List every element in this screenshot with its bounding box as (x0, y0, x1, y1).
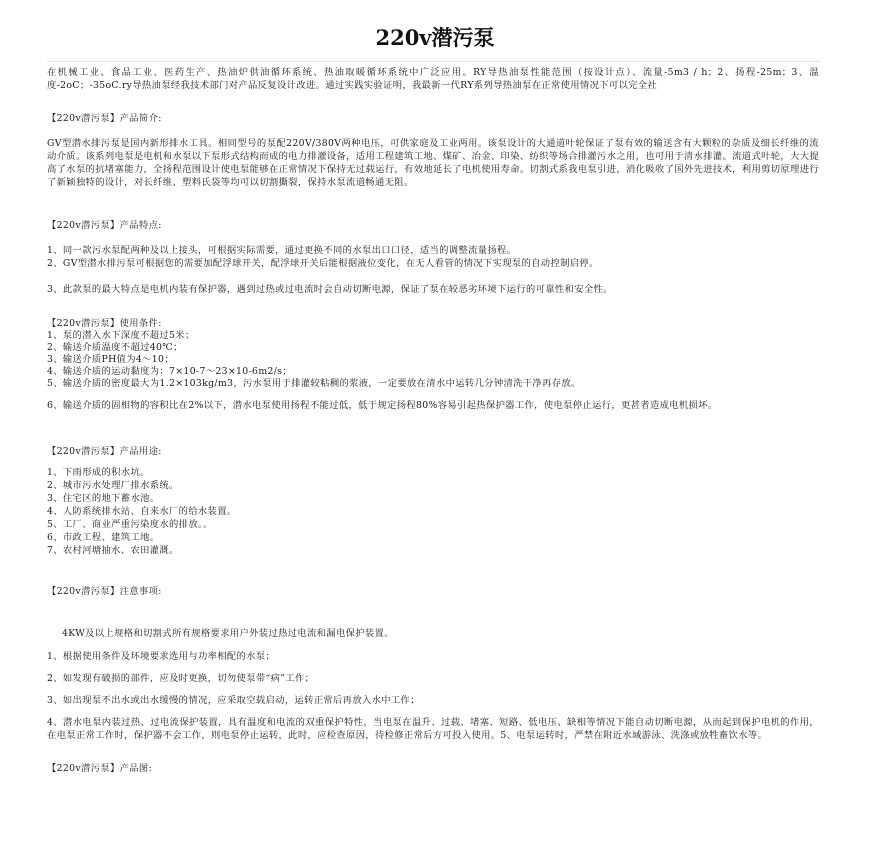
use-item-2: 2、城市污水处理厂排水系统。 (47, 480, 179, 491)
note-item-0: 4KW及以上规格和切割式所有规格要求用户外装过热过电流和漏电保护装置。 (62, 628, 394, 639)
use-item-1: 1、下雨形成的积水坑。 (47, 467, 150, 478)
condition-item-1: 1、泵的潜入水下深度不超过5米； (47, 330, 195, 341)
section-heading-conditions: 【220v潜污泵】使用条件: (47, 318, 162, 329)
use-item-6: 6、市政工程、建筑工地。 (47, 532, 160, 543)
section-heading-notes: 【220v潜污泵】注意事项: (47, 586, 162, 597)
note-item-2: 2、如发现有破损的部件，应及时更换，切勿使泵带“病”工作； (47, 673, 315, 684)
section-heading-features: 【220v潜污泵】产品特点: (47, 220, 162, 231)
page-title: 220v潜污泵 (375, 25, 495, 50)
use-item-5: 5、工厂、商业严重污染度水的排放。。 (47, 519, 213, 530)
condition-item-5: 5、输送介质的密度最大为1.2×103kg/m3，污水泵用于排灌较粘稠的浆液，一定要放在清水中运转几分钟清洗干净再存放。 (47, 378, 581, 389)
condition-item-3: 3、输送介质PH值为4～10； (47, 354, 174, 365)
use-item-4: 4、人防系统排水站、自来水厂的给水装置。 (47, 506, 237, 517)
intro-paragraph: 在机械工业、食品工业、医药生产、热油炉供油循环系统、热油取暖循环系统中广泛应用。RY导热油泵性能范围（按设计点）、流量-5m3 / h；2、扬程-25m；3、温度-2oC；-35oC.ry导热油泵经我技术部门对产品反复设计改进。通过实践实验证明，我最新一代RY系列导热油泵在正常使用情况下可以完全社 (47, 67, 819, 91)
feature-item-2: 2、GV型潜水排污泵可根据您的需要加配浮球开关，配浮球开关后能根据液位变化，在无人看管的情况下实现泵的自动控制启停。 (47, 258, 599, 269)
condition-item-4: 4、输送介质的运动黏度为：7×10-7～23×10-6m2/s； (47, 366, 293, 377)
feature-item-3: 3、此款泵的最大特点是电机内装有保护器，遇到过热或过电流时会自动切断电源，保证了泵在较恶劣环境下运行的可靠性和安全性。 (47, 284, 613, 295)
feature-item-1: 1、同一款污水泵配两种及以上接头，可根据实际需要，通过更换不同的水泵出口口径，适当的调整流量扬程。 (47, 245, 517, 256)
note-item-1: 1、根据使用条件及环境要求选用与功率相配的水泵； (47, 651, 276, 662)
note-item-4: 4、潜水电泵内装过热、过电流保护装置，具有温度和电流的双重保护特性，当电泵在温升、过载、堵塞、短路、低电压、缺相等情况下能自动切断电源，从而起到保护电机的作用，在电泵正常工作时，保护器不会工作，则电泵停止运转，此时，应检查原因，待检修正常后方可投入使用。5、电泵运转时，严禁在附近水域游泳、洗涤或放牲畜饮水等。 (47, 717, 819, 741)
section-heading-uses: 【220v潜污泵】产品用途: (47, 446, 162, 457)
divider (47, 61, 821, 62)
condition-item-6: 6、输送介质的固相物的容积比在2%以下，潜水电泵使用扬程不能过低，低于规定扬程80%容易引起热保护器工作，使电泵停止运行，更甚者造成电机损坏。 (47, 400, 718, 411)
condition-item-2: 2、输送介质温度不超过40℃； (47, 342, 183, 353)
section-heading-intro: 【220v潜污泵】产品简介: (47, 113, 162, 124)
intro-body-paragraph: GV型潜水排污泵是国内新形排水工具。相同型号的泵配220V/380V两种电压，可供家庭及工业两用。该泵设计的大通道叶轮保证了泵有效的输送含有大颗粒的杂质及细长纤维的流动介质。该系列电泵是电机和水泵以下泵形式结构而成的电力排灌设备，适用工程建筑工地、煤矿、冶金、印染、纺织等场合排灌污水之用，也可用于清水排灌。流道式叶轮，大大提高了水泵的抗堵塞能力，全扬程范围设计使电泵能够在正常情况下保持无过载运行，有效地延长了电机使用寿命。切割式系我电泵引进，消化吸收了国外先进技术，利用剪切原理进行了新颖独特的设计，对长纤维、塑料氏袋等均可以切割撕裂，保持水泵流道畅通无阻。 (47, 138, 819, 188)
use-item-3: 3、住宅区的地下蓄水池。 (47, 493, 160, 504)
section-heading-images: 【220v潜污泵】产品图: (47, 763, 153, 774)
note-item-3: 3、如出现泵不出水或出水缓慢的情况，应采取空载启动，运转正常后再放入水中工作； (47, 695, 420, 706)
use-item-7: 7、农村河塘抽水、农田灌溉。 (47, 545, 179, 556)
